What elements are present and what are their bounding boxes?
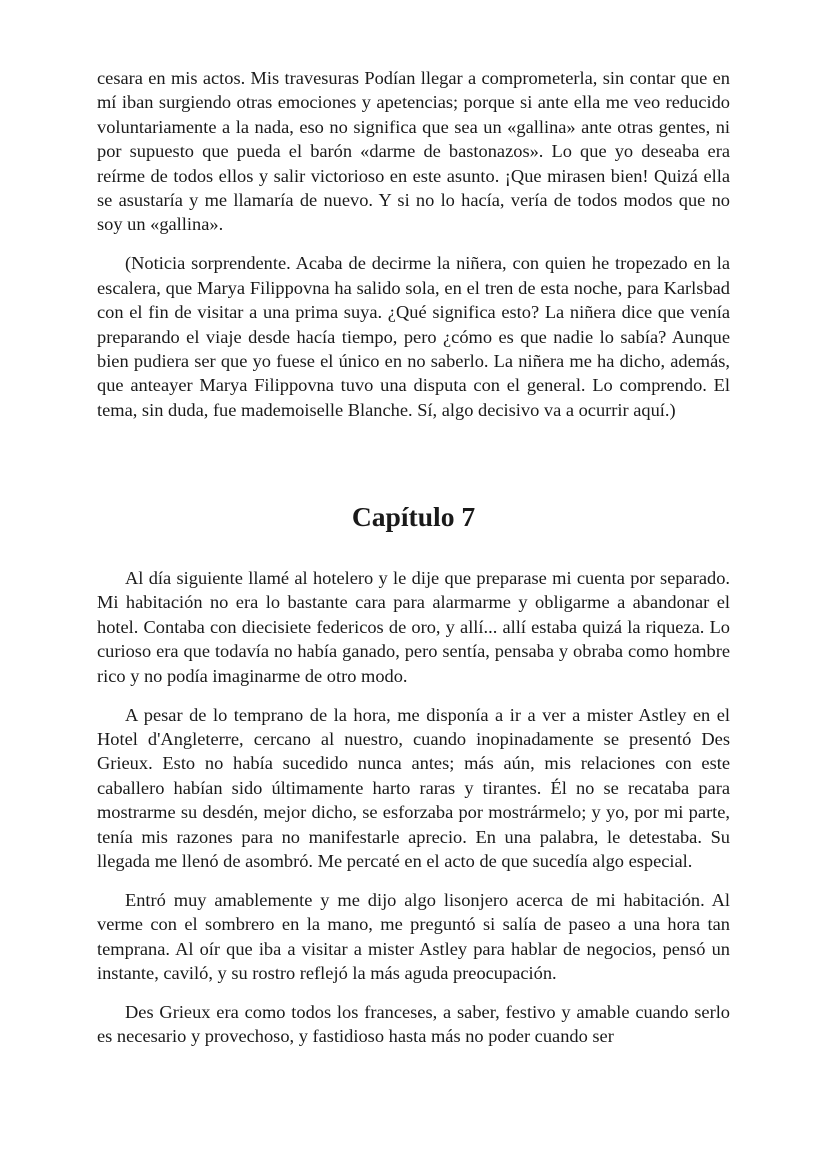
paragraph: Entró muy amablemente y me dijo algo lisonjero acerca de mi habitación. Al verme con el sombrero en la mano, me preguntó si salía de paseo a una hora tan temprana. Al oír que iba a visitar a mister Astley para hablar de negocios, pensó un instante, caviló, y su rostro reflejó la más aguda preocupación. bbox=[97, 889, 730, 984]
paragraph: A pesar de lo temprano de la hora, me disponía a ir a ver a mister Astley en el Hotel d'Angleterre, cercano al nuestro, cuando inopinadamente se presentó Des Grieux. Esto no había sucedido nunca antes; más aún, mis relaciones con este caballero habían sido últimamente harto raras y tirantes. Él no se recataba para mostrarme su desdén, mejor dicho, se esforzaba por mostrármelo; y yo, por mi parte, tenía mis razones para no manifestarle aprecio. En una palabra, le detestaba. Su llegada me llenó de asombró. Me percaté en el acto de que sucedía algo especial. bbox=[97, 704, 730, 871]
paragraph: Des Grieux era como todos los franceses, a saber, festivo y amable cuando serlo es necesario y provechoso, y fastidioso hasta más no poder cuando ser bbox=[97, 1002, 730, 1047]
document-page bbox=[97, 66, 730, 1047]
chapter-title: Capítulo 7 bbox=[351, 501, 476, 532]
paragraph: (Noticia sorprendente. Acaba de decirme la niñera, con quien he tropezado en la escalera, que Marya Filippovna ha salido sola, en el tren de esta noche, para Karlsbad con el fin de visitar a una prima suya. ¿Qué significa esto? La niñera dice que venía preparando el viaje desde hacía tiempo, pero ¿cómo es que nadie lo sabía? Aunque bien pudiera ser que yo fuese el único en no saberlo. La niñera me ha dicho, además, que anteayer Marya Filippovna tuvo una disputa con el general. Lo comprendo. El tema, sin duda, fue mademoiselle Blanche. Sí, algo decisivo va a ocurrir aquí.) bbox=[97, 253, 730, 420]
paragraph: cesara en mis actos. Mis travesuras Podían llegar a comprometerla, sin contar que en mí iban surgiendo otras emociones y apetencias; porque si ante ella me veo reducido voluntariamente a la nada, eso no significa que sea un «gallina» ante otras gentes, ni por supuesto que pueda el barón «darme de bastonazos». Lo que yo deseaba era reírme de todos ellos y salir victorioso en este asunto. ¡Que mirasen bien! Quizá ella se asustaría y me llamaría de nuevo. Y si no lo hacía, vería de todos modos que no soy un «gallina». bbox=[97, 68, 730, 235]
chapter-body bbox=[97, 566, 730, 1063]
paragraph: Al día siguiente llamé al hotelero y le dije que preparase mi cuenta por separado. Mi habitación no era lo bastante cara para alarmarme y obligarme a abandonar el hotel. Contaba con diecisiete federicos de oro, y allí... allí estaba quizá la riqueza. Lo curioso era que todavía no había ganado, pero sentía, pensaba y obraba como hombre rico y no podía imaginarme de otro modo. bbox=[97, 568, 730, 686]
